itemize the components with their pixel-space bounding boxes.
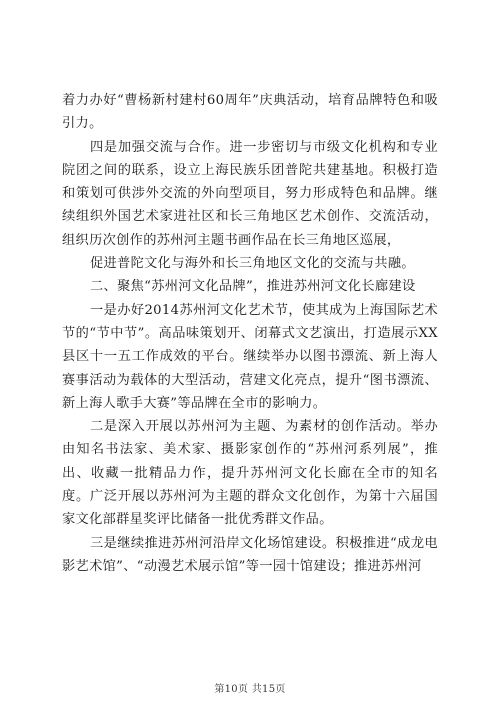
paragraph-art-festival: 一是办好2014苏州河文化艺术节，使其成为上海国际艺术节的“节中节”。高品味策划开、闭幕式文艺演出，打造展示XX县区十一五工作成效的平台。继续举办以图书漂流、新上海人赛事活动为载体的大型活动，营建文化亮点，提升“图书漂流、新上海人歌手大赛”等品牌在全市的影响力。 [62, 302, 438, 411]
paragraph-venue-construction: 三是继续推进苏州河沿岸文化场馆建设。积极推进“成龙电影艺术馆”、“动漫艺术展示馆”等一园十馆建设；推进苏州河 [62, 535, 438, 574]
page-number-footer: 第10页 共15页 [214, 684, 286, 695]
paragraph-creative-activities: 二是深入开展以苏州河为主题、为素材的创作活动。举办由知名书法家、美术家、摄影家创作的“苏州河系列展”，推出、收藏一批精品力作，提升苏州河文化长廊在全市的知名度。广泛开展以苏州河为主题的群众文化创作，为第十六届国家文化部群星奖评比储备一批优秀群文作品。 [62, 419, 438, 528]
paragraph-continuation: 着力办好“曹杨新村建村60周年”庆典活动，培育品牌特色和吸引力。 [62, 93, 438, 132]
section-heading-suzhou-river: 二、聚焦“苏州河文化品牌”，推进苏州河文化长廊建设 [90, 279, 416, 295]
document-body [62, 89, 438, 578]
paragraph-cultural-integration: 促进普陀文化与海外和长三角地区文化的交流与共融。 [90, 256, 415, 272]
paragraph-exchange-cooperation: 四是加强交流与合作。进一步密切与市级文化机构和专业院团之间的联系，设立上海民族乐团普陀共建基地。积极打造和策划可供涉外交流的外向型项目，努力形成特色和品牌。继续组织外国艺术家进社区和长三角地区艺术创作、交流活动，组织历次创作的苏州河主题书画作品在长三角地区巡展， [62, 139, 438, 248]
